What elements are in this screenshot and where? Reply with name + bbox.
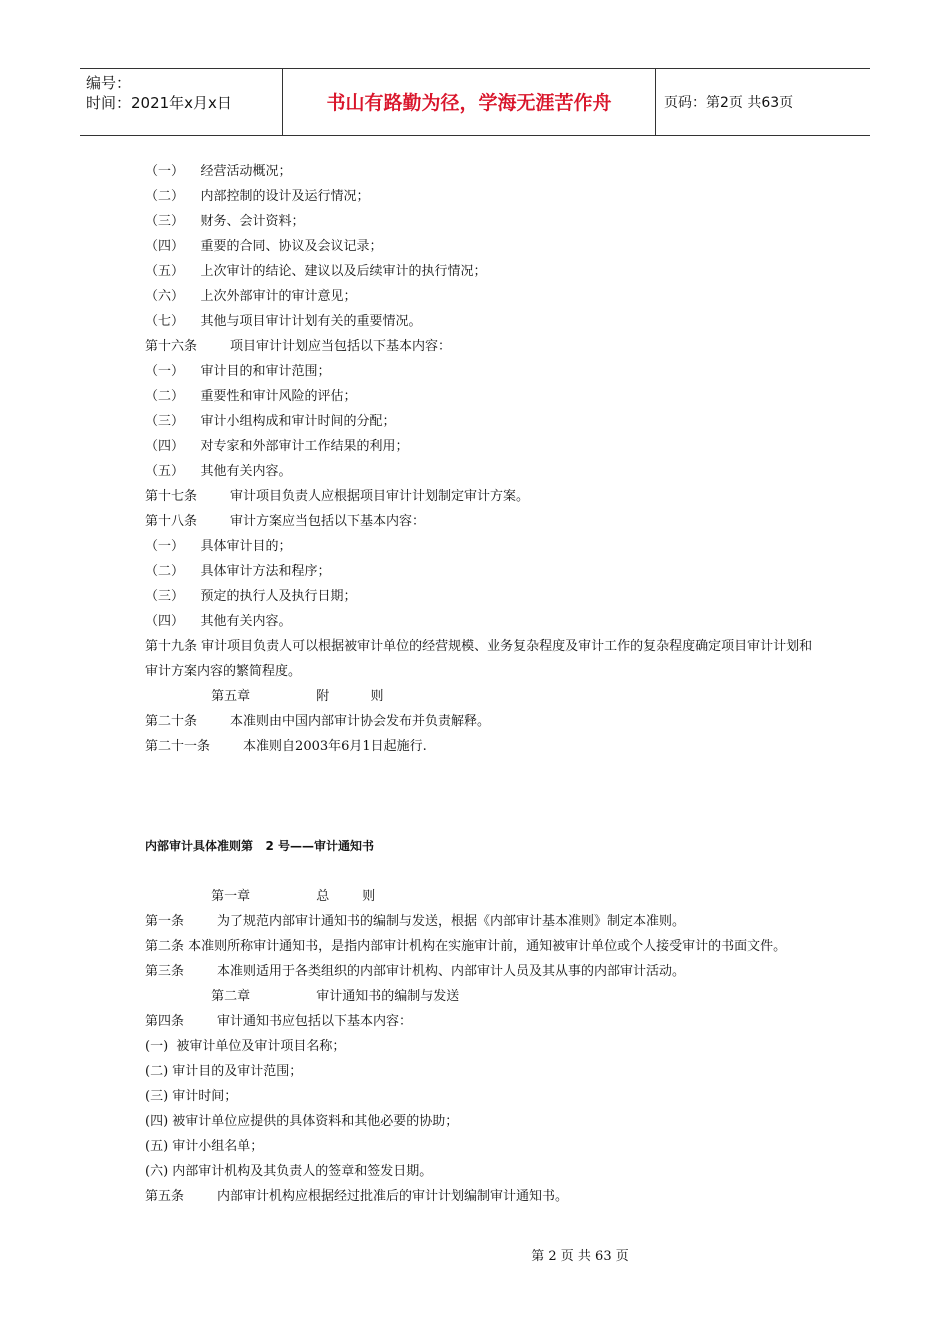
- number-label: 编号：: [86, 74, 132, 92]
- header-meta: [80, 69, 283, 135]
- article-line: 第十六条 项目审计计划应当包括以下基本内容：: [145, 339, 452, 354]
- article-line: （一） 经营活动概况；: [145, 164, 292, 179]
- article-line: （二） 重要性和审计风险的评估；: [145, 389, 357, 404]
- article-20: 第二十条 本准则由中国内部审计协会发布并负责解释。: [145, 714, 491, 729]
- article-line: （二） 内部控制的设计及运行情况；: [145, 189, 370, 204]
- article-line: （一） 审计目的和审计范围；: [145, 364, 331, 379]
- list-item: (五) 审计小组名单；: [145, 1139, 264, 1154]
- chapter-5-heading: 第五章 附 则: [145, 689, 384, 704]
- article-1: 第一条 为了规范内部审计通知书的编制与发送，根据《内部审计基本准则》制定本准则。: [145, 914, 686, 929]
- article-4: 第四条 审计通知书应包括以下基本内容：: [145, 1014, 413, 1029]
- article-4-items: [145, 1034, 825, 1184]
- chapter-1-heading: 第一章 总 则: [145, 889, 376, 904]
- article-3: 第三条 本准则适用于各类组织的内部审计机构、内部审计人员及其从事的内部审计活动。: [145, 964, 686, 979]
- motto: 书山有路勤为径，学海无涯苦作舟: [283, 69, 656, 135]
- article-21: 第二十一条 本准则自2003年6月1日起施行.: [145, 739, 427, 754]
- article-line: （五） 其他有关内容。: [145, 464, 292, 479]
- section-title: 内部审计具体准则第 2 号——审计通知书: [145, 839, 375, 853]
- page-header: [80, 68, 870, 136]
- page-footer: [0, 1245, 950, 1264]
- article-5: 第五条 内部审计机构应根据经过批准后的审计计划编制审计通知书。: [145, 1189, 569, 1204]
- article-line: （六） 上次外部审计的审计意见；: [145, 289, 357, 304]
- page-info: 页码：第2页 共63页: [664, 95, 794, 111]
- article-line: （四） 其他有关内容。: [145, 614, 292, 629]
- list-item: (一) 被审计单位及审计项目名称；: [145, 1039, 346, 1054]
- article-line: （三） 预定的执行人及执行日期；: [145, 589, 357, 604]
- article-19: 第十九条 审计项目负责人可以根据被审计单位的经营规模、业务复杂程度及审计工作的复杂程度确定项目审计计划和审计方案内容的繁简程度。: [145, 639, 813, 679]
- article-line: （三） 财务、会计资料；: [145, 214, 305, 229]
- list-item: (二) 审计目的及审计范围；: [145, 1064, 303, 1079]
- article-line: 第十八条 审计方案应当包括以下基本内容：: [145, 514, 426, 529]
- list-item: (三) 审计时间；: [145, 1089, 238, 1104]
- chapter-2-heading: 第二章 审计通知书的编制与发送: [145, 989, 460, 1004]
- article-line: （四） 对专家和外部审计工作结果的利用；: [145, 439, 409, 454]
- list-item: (六) 内部审计机构及其负责人的签章和签发日期。: [145, 1164, 433, 1179]
- article-line: （四） 重要的合同、协议及会议记录；: [145, 239, 383, 254]
- article-line: （五） 上次审计的结论、建议以及后续审计的执行情况；: [145, 264, 487, 279]
- article-line: （七） 其他与项目审计计划有关的重要情况。: [145, 314, 422, 329]
- footer-page-number: 第 2 页 共 63 页: [531, 1249, 629, 1264]
- article-line: 第十七条 审计项目负责人应根据项目审计计划制定审计方案。: [145, 489, 530, 504]
- time-label: 时间：2021年x月x日: [86, 94, 232, 112]
- list-item: (四) 被审计单位应提供的具体资料和其他必要的协助；: [145, 1114, 459, 1129]
- article-line: （二） 具体审计方法和程序；: [145, 564, 331, 579]
- article-list: [145, 159, 825, 634]
- article-line: （三） 审计小组构成和审计时间的分配；: [145, 414, 396, 429]
- article-line: （一） 具体审计目的；: [145, 539, 292, 554]
- article-2: 第二条 本准则所称审计通知书，是指内部审计机构在实施审计前，通知被审计单位或个人接受审计的书面文件。: [145, 939, 787, 954]
- document-body: [145, 159, 825, 1209]
